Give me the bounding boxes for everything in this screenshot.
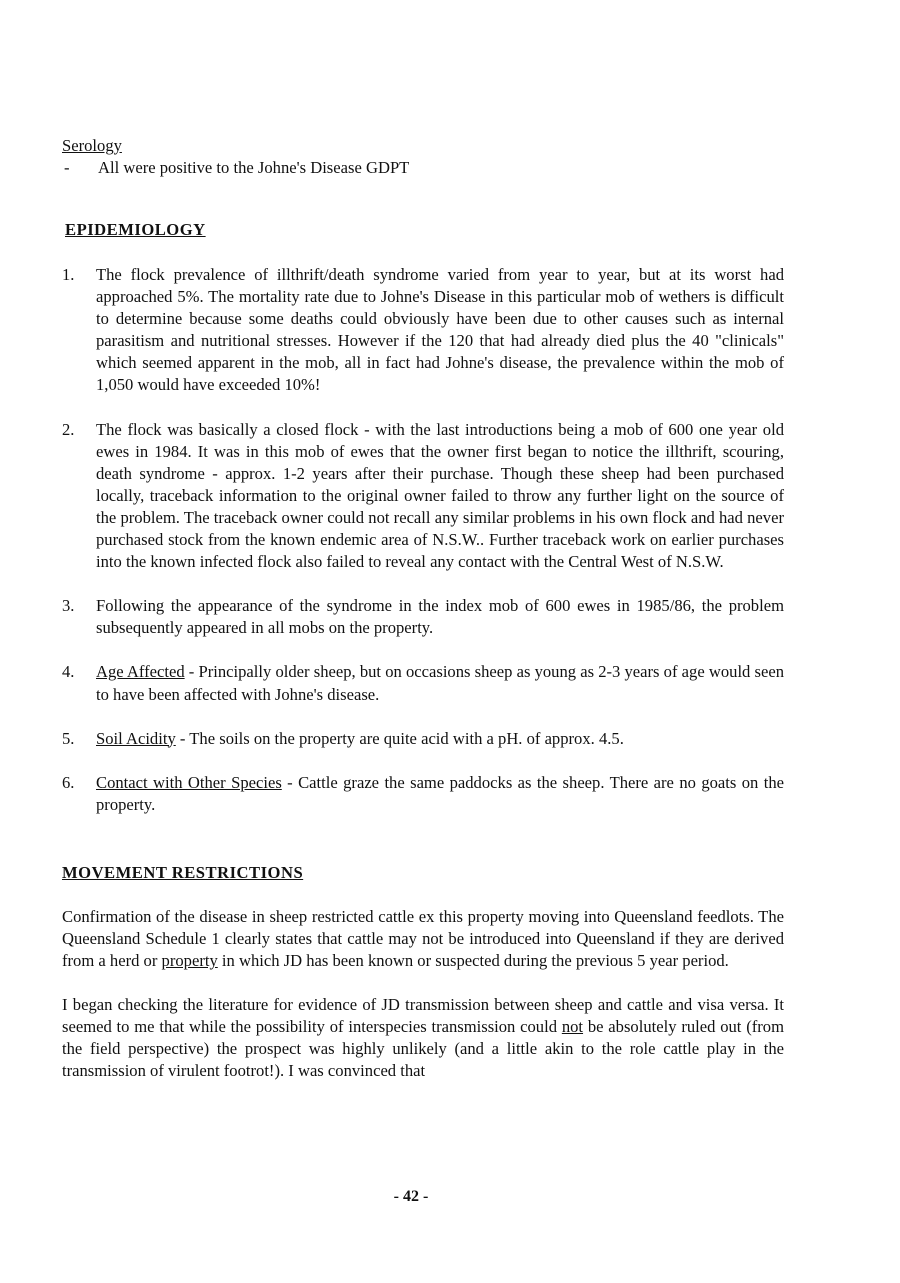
item-number: 2. [62, 419, 75, 439]
list-item [62, 595, 784, 639]
serology-item [64, 157, 784, 179]
item-label: Age Affected [96, 662, 185, 682]
epidemiology-heading: EPIDEMIOLOGY [65, 220, 206, 239]
item-body: - Principally older sheep, but on occasions sheep as young as 2-3 years of age would seen to have been affected with Johne's disease. [96, 662, 784, 704]
list-item [62, 419, 784, 574]
item-label: Contact with Other Species [96, 772, 282, 792]
paragraph [62, 906, 784, 972]
item-text: Following the appearance of the syndrome in the index mob of 600 ewes in 1985/86, the problem subsequently appeared in all mobs on the property. [96, 596, 784, 638]
list-item [62, 772, 784, 816]
item-label: Soil Acidity [96, 728, 176, 748]
item-text [96, 728, 784, 750]
movement-restrictions-heading: MOVEMENT RESTRICTIONS [62, 862, 304, 882]
list-item [62, 728, 784, 750]
item-body: - The soils on the property are quite acid with a pH. of approx. 4.5. [175, 728, 624, 748]
item-text [96, 772, 784, 816]
emphasis: property [161, 951, 218, 971]
paragraph-text: in which JD has been known or suspected during the previous 5 year period. [217, 951, 729, 971]
paragraph-text: I began checking the literature for evidence of JD transmission between sheep and cattle and visa versa. It seemed to me that while the possibility of interspecies transmission could [62, 995, 784, 1037]
document-page [62, 135, 784, 1083]
paragraph-text: be absolutely ruled out (from the field perspective) the prospect was highly unlikely (and a little akin to the role cattle play in the transmission of virulent footrot!). I was convinced that [62, 1017, 784, 1081]
item-number: 3. [62, 596, 75, 616]
item-text: The flock was basically a closed flock - with the last introductions being a mob of 600 one year old ewes in 1984. It was in this mob of ewes that the owner first began to notice the illthrift, scouring, death syndrome - approx. 1-2 years after their purchase. Though these sheep had been purchased locally, traceback information to the original owner failed to throw any further light on the source of the problem. The traceback owner could not recall any similar problems in his own flock and had never purchased stock from the known endemic area of N.S.W.. Further traceback work on earlier purchases into the known infected flock also failed to reveal any contact with the Central West of N.S.W. [96, 419, 784, 572]
item-text [96, 661, 784, 705]
list-item [62, 264, 784, 397]
serology-heading [62, 135, 784, 157]
epidemiology-list [62, 264, 784, 816]
emphasis: not [561, 1017, 584, 1037]
item-number: 6. [62, 772, 75, 792]
item-number: 5. [62, 728, 75, 748]
item-number: 1. [62, 265, 75, 284]
list-item [62, 661, 784, 705]
serology-heading-text: Serology [62, 136, 122, 155]
paragraph-text: Confirmation of the disease in sheep restricted cattle ex this property moving into Queensland feedlots. The Queensland Schedule 1 clearly states that cattle may not be introduced into Queensland if they are derived from a herd or [62, 906, 784, 971]
paragraph [62, 994, 784, 1082]
serology-item-text: All were positive to the Johne's Disease GDPT [98, 158, 410, 177]
item-number: 4. [62, 662, 75, 682]
item-body: - Cattle graze the same paddocks as the sheep. There are no goats on the property. [96, 772, 785, 814]
page-number: - 42 - [393, 1188, 429, 1205]
item-text: The flock prevalence of illthrift/death syndrome varied from year to year, but at its worst had approached 5%. The mortality rate due to Johne's Disease in this particular mob of wethers is difficult to determine because some deaths could obviously have been due to other causes such as internal parasitism and nutritional stresses. However if the 120 that had already died plus the 40 "clinicals" which seemed apparent in the mob, all in fact had Johne's disease, the prevalence within the mob of 1,050 would have exceeded 10%! [96, 265, 784, 395]
dash-bullet: - [64, 158, 70, 177]
